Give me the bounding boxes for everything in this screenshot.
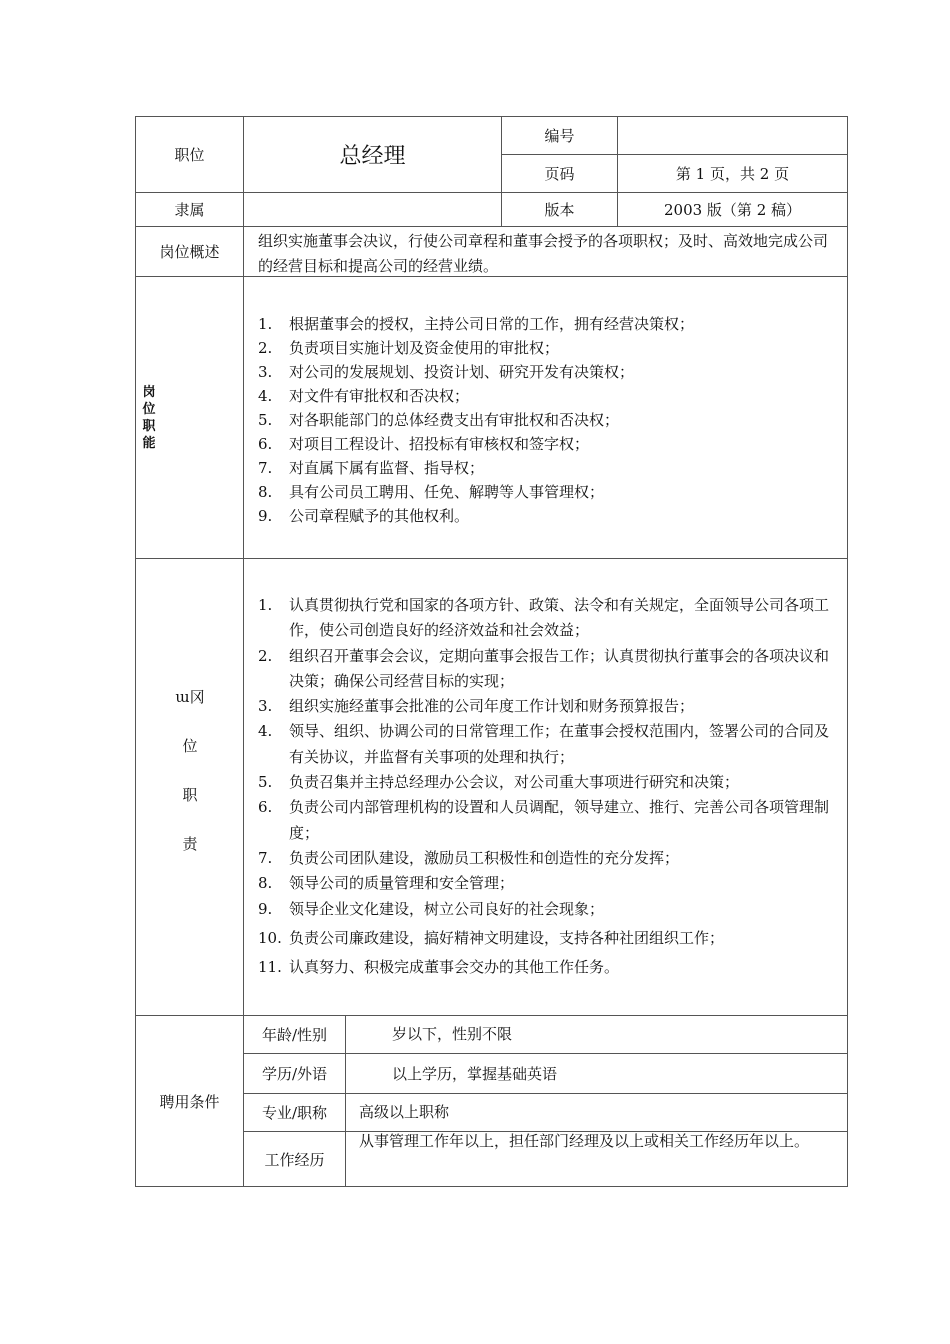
page-value: 第 1 页，共 2 页 [675, 165, 790, 183]
list-item [258, 408, 838, 432]
list-text: 负责公司团队建设，激励员工积极性和创造性的充分发挥； [289, 848, 680, 867]
overview-label: 岗位概述 [159, 243, 220, 261]
list-number: 6. [258, 435, 273, 453]
list-item [258, 432, 838, 456]
list-number: 5. [258, 411, 273, 429]
list-number: 3. [258, 363, 273, 381]
position-label: 职位 [174, 146, 205, 164]
list-number: 8. [258, 874, 273, 893]
functions-label: 岗位职能 [142, 385, 156, 451]
list-text: 对项目工程设计、招投标有审核权和签字权； [289, 435, 590, 453]
list-item [258, 456, 838, 480]
list-text: 具有公司员工聘用、任免、解聘等人事管理权； [289, 483, 605, 501]
duties-label-char: ա冈 [175, 688, 205, 706]
duties-label-char: 位 [182, 737, 198, 755]
list-item [258, 384, 838, 408]
list-number: 7. [258, 459, 273, 477]
list-number: 4. [258, 722, 273, 741]
list-item [258, 926, 838, 951]
list-item [258, 504, 838, 528]
list-number: 1. [258, 315, 273, 333]
list-number: 10. [258, 928, 282, 947]
affiliation-label: 隶属 [174, 201, 205, 219]
req-age-label: 年龄/性别 [261, 1026, 328, 1044]
list-number: 7. [258, 848, 273, 867]
list-text: 领导企业文化建设，树立公司良好的社会现象； [289, 899, 605, 918]
overview-text: 组织实施董事会决议，行使公司章程和董事会授予的各项职权；及时、高效地完成公司的经营目标和提高公司的经营业绩。 [258, 232, 829, 275]
list-text: 公司章程赋予的其他权利。 [289, 507, 470, 525]
list-text: 组织召开董事会会议，定期向董事会报告工作；认真贯彻执行董事会的各项决议和决策；确保公司经营目标的实现； [289, 646, 830, 690]
duties-list [258, 593, 838, 980]
list-item [258, 694, 838, 719]
list-item [258, 770, 838, 795]
req-experience-label: 工作经历 [264, 1150, 325, 1169]
list-text: 负责公司内部管理机构的设置和人员调配，领导建立、推行、完善公司各项管理制度； [289, 798, 830, 842]
affiliation-value [244, 193, 501, 226]
list-number: 8. [258, 483, 273, 501]
req-major-label: 专业/职称 [261, 1104, 328, 1122]
list-text: 负责召集并主持总经理办公会议，对公司重大事项进行研究和决策； [289, 773, 740, 792]
list-number: 11. [258, 958, 282, 977]
list-item [258, 593, 838, 644]
list-text: 认真努力、积极完成董事会交办的其他工作任务。 [289, 958, 620, 977]
list-item [258, 312, 838, 336]
version-label: 版本 [544, 201, 575, 219]
list-text: 组织实施经董事会批准的公司年度工作计划和财务预算报告； [289, 697, 695, 716]
req-experience-value: 从事管理工作年以上，担任部门经理及以上或相关工作经历年以上。 [359, 1132, 810, 1150]
list-text: 负责公司廉政建设，搞好精神文明建设，支持各种社团组织工作； [289, 928, 725, 947]
list-item [258, 480, 838, 504]
list-text: 对文件有审批权和否决权； [289, 387, 470, 405]
list-item [258, 871, 838, 896]
list-number: 3. [258, 697, 273, 716]
page-label: 页码 [544, 165, 575, 183]
functions-list [258, 312, 838, 528]
list-text: 对公司的发展规划、投资计划、研究开发有决策权； [289, 363, 635, 381]
list-text: 负责项目实施计划及资金使用的审批权； [289, 339, 560, 357]
list-item [258, 795, 838, 846]
req-major-value: 高级以上职称 [359, 1103, 450, 1121]
list-number: 6. [258, 798, 273, 817]
req-education-value: 以上学历，掌握基础英语 [392, 1065, 558, 1083]
list-item [258, 955, 838, 980]
list-item [258, 644, 838, 695]
version-value: 2003 版（第 2 稿） [663, 201, 802, 219]
code-label: 编号 [544, 127, 575, 145]
list-item [258, 336, 838, 360]
list-text: 领导、组织、协调公司的日常管理工作；在董事会授权范围内，签署公司的合同及有关协议，并监督有关事项的处理和执行； [289, 722, 830, 766]
list-item [258, 846, 838, 871]
list-number: 5. [258, 773, 273, 792]
list-text: 根据董事会的授权，主持公司日常的工作，拥有经营决策权； [289, 315, 695, 333]
list-number: 4. [258, 387, 273, 405]
list-item [258, 897, 838, 922]
list-number: 9. [258, 507, 273, 525]
list-number: 9. [258, 899, 273, 918]
list-item [258, 719, 838, 770]
duties-label-char: 责 [182, 835, 198, 853]
list-text: 领导公司的质量管理和安全管理； [289, 874, 515, 893]
list-number: 2. [258, 339, 273, 357]
list-text: 对直属下属有监督、指导权； [289, 459, 485, 477]
list-number: 2. [258, 646, 273, 665]
req-age-value: 岁以下，性别不限 [392, 1025, 513, 1043]
list-number: 1. [258, 596, 273, 614]
duties-label-char: 职 [182, 786, 198, 804]
code-value [618, 117, 847, 154]
requirements-label: 聘用条件 [159, 1092, 220, 1111]
list-text: 对各职能部门的总体经费支出有审批权和否决权； [289, 411, 620, 429]
req-education-label: 学历/外语 [261, 1065, 328, 1083]
list-item [258, 360, 838, 384]
list-text: 认真贯彻执行党和国家的各项方针、政策、法令和有关规定，全面领导公司各项工作，使公司创造良好的经济效益和社会效益； [289, 596, 830, 640]
position-title: 总经理 [339, 144, 406, 169]
